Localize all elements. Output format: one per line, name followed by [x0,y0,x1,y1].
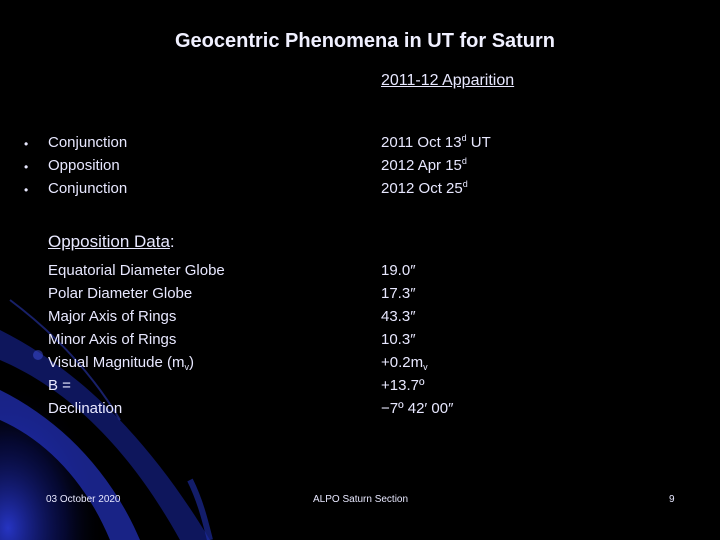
data-label: Declination [48,400,123,417]
event-label: Conjunction [48,134,128,151]
data-value: $+0.2m_v$ [381,354,428,372]
event-date: 2012 Apr 15$^d$ [381,156,467,174]
data-label: Equatorial Diameter Globe [48,262,225,279]
data-label: Minor Axis of Rings [48,331,177,348]
event-label: Opposition [48,157,120,174]
bullet-icon: • [24,183,29,197]
event-date: 2012 Oct 25$^d$ [381,179,468,197]
slide-title: Geocentric Phenomena in UT for Saturn [174,30,556,52]
event-dates [381,134,491,203]
data-value: 19.0″ [381,262,416,279]
data-label: Polar Diameter Globe [48,285,193,302]
footer-date: 03 October 2020 [46,494,121,505]
opposition-data-heading: Opposition Data: [48,232,175,251]
bullet-icon: • [24,160,29,174]
opposition-values [381,262,453,423]
data-value: 17.3″ [381,285,416,302]
data-value: −7º 42′ 00″ [381,400,454,417]
data-value: 43.3″ [381,308,416,325]
bullet-icon: • [24,137,29,151]
opposition-labels [48,262,225,423]
apparition-heading: 2011-12 Apparition [381,72,515,89]
event-label: Conjunction [48,180,128,197]
page-number: 9 [669,494,675,505]
footer-section: ALPO Saturn Section [313,494,409,505]
data-value: +13.7º [381,377,425,394]
data-label: Major Axis of Rings [48,308,177,325]
data-value: 10.3″ [381,331,416,348]
event-date: 2011 Oct 13$^d$ UT [381,133,491,151]
data-label: Visual Magnitude $(m_v)$ [48,354,194,372]
data-label: B = [48,377,71,394]
